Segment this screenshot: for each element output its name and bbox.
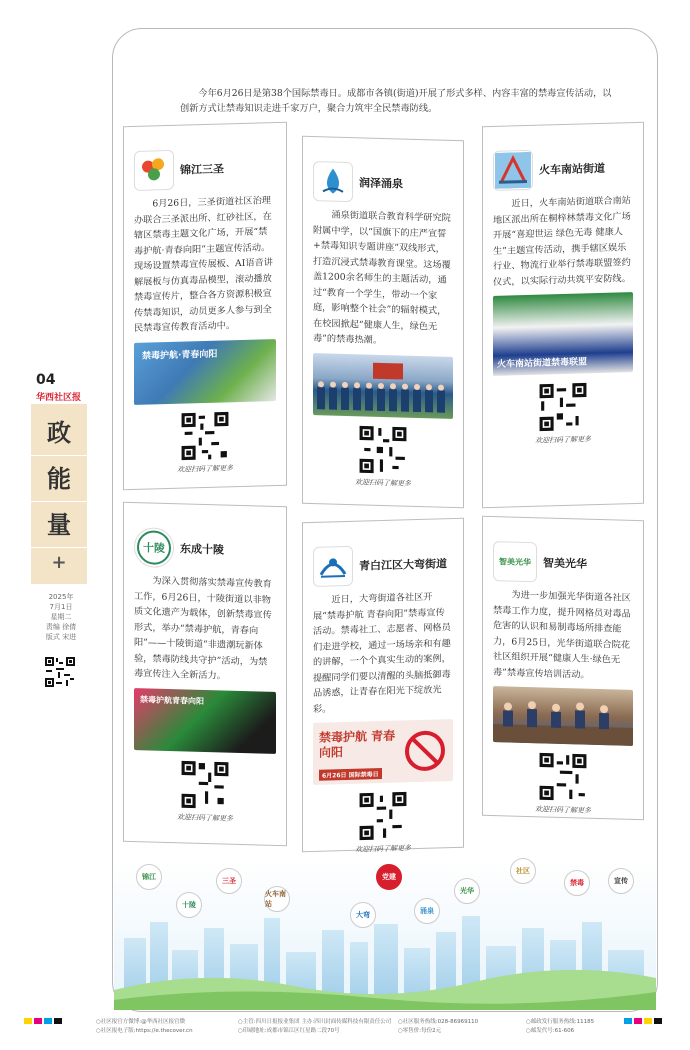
scan-hint: 欢迎扫码了解更多 [355,844,411,854]
footer-post-code: ○邮发代号:61-606 [526,1028,575,1034]
guanghua-logo-icon [493,541,537,582]
card-runze-yongquan [302,136,464,509]
community-logo: 社区 [510,858,536,884]
card-body: 近日，大弯街道各社区开展“禁毒护航 青春向阳”禁毒宣传活动。禁毒社工、志愿者、网格员们走进学校，通过一场场亲和有趣的讲解，一个个真实生动的案例，提醒同学们要以清醒的头脑抵御毒品诱惑，让青春在阳光下绽放光彩。 [313,591,451,715]
issue-date: 7月1日 [49,603,73,611]
community-logo: 大弯 [350,902,376,928]
community-logo: 光华 [454,878,480,904]
card-name: 火车南站街道 [539,161,605,177]
scan-hint: 欢迎扫码了解更多 [355,477,411,488]
scan-hint: 欢迎扫码了解更多 [177,463,233,474]
qr-code-icon[interactable] [180,759,230,810]
shiling-logo-icon [134,527,174,568]
footer-post-hotline: ○邮政发行服务热线:11185 [526,1019,595,1025]
event-photo [134,339,276,405]
intro-paragraph: 今年6月26日是第38个国际禁毒日。成都市各镇(街道)开展了形式多样、内容丰富的禁毒宣传活动，以创新方式让禁毒知识走进千家万户，聚合力筑牢全民禁毒防线。 [180,88,612,114]
photo-caption: 禁毒护航·青春向阳 [142,349,218,362]
qr-code-icon[interactable] [358,424,408,475]
community-logo: 十陵 [176,892,202,918]
nanzhan-logo-icon [493,150,533,191]
card-body: 近日，火车南站街道联合南站地区派出所在桐梓林禁毒文化广场开展“喜迎世运 绿色无毒 健康人生”主题宣传活动，携手辖区娱乐行业、物流行业举行禁毒联盟签约仪式，以实际行动共筑平安防线。 [493,195,631,288]
issue-layout: 版式 宋进 [45,633,77,641]
community-logo: 禁毒 [564,870,590,896]
skyline-illustration [114,858,656,1010]
footer-price: ○零售价:每份2元 [398,1028,442,1034]
photo-caption: 禁毒护航青春向阳 [140,694,204,706]
card-name: 青白江区大弯街道 [359,557,447,573]
sansheng-logo-icon [134,150,174,191]
card-huochenanzhan [482,122,644,509]
card-name: 润泽涌泉 [359,176,403,191]
qr-code-icon[interactable] [180,410,230,461]
card-name: 智美光华 [543,556,587,571]
qr-code-icon[interactable] [538,751,588,802]
issue-weekday: 星期二 [50,613,72,621]
card-name: 东成十陵 [180,542,224,557]
card-qingbaijiang-dawan [302,518,464,853]
card-body: 为深入贯彻落实禁毒宣传教育工作，6月26日，十陵街道以非物质文化遗产为载体，创新禁毒宣传形式，举办“禁毒护航，青春向阳”——十陵街道“非遗潮玩新体验，禁毒防线共守护”活动，为禁毒宣传注入全新活力。 [134,575,272,682]
dawan-logo-icon [313,546,353,587]
column-char: 能 [31,456,87,502]
guanghua-logo-text: 智美光华 [499,556,531,567]
community-logo: 宣传 [608,868,634,894]
footer-publisher: ○主管:四川日报报业集团 主办:四川封面传媒科技有限责任公司 [238,1019,392,1025]
event-photo [134,688,276,754]
column-char: 量 [31,502,87,548]
community-logo: 涌泉 [414,898,440,924]
community-logo: 党建 [376,864,402,890]
scan-hint: 欢迎扫码了解更多 [535,435,591,445]
issue-editor: 责编 徐倩 [45,623,77,631]
column-title [31,404,87,584]
community-logo: 三圣 [216,868,242,894]
section-name: 华西社区报 [36,393,82,403]
yongquan-logo-icon [313,161,353,202]
event-photo [313,719,453,785]
event-photo [493,686,633,746]
page-number-block [36,372,81,403]
card-name: 锦江三圣 [180,162,224,177]
photo-caption: 火车南站街道禁毒联盟 [497,357,588,370]
page-footer [0,1016,690,1050]
card-body: 为进一步加强光华街道各社区禁毒工作力度，提升网格员对毒品危害的认识和易制毒场所排查能力，6月25日，光华街道联合院花社区组织开展“健康人生·绿色无毒”禁毒宣传培训活动。 [493,589,631,681]
card-jinjiang-sansheng [123,122,287,491]
event-photo [493,292,633,376]
footer-print-address: ○印刷地址:成都市锦江区红星路二段70号 [238,1028,340,1034]
footer-epaper: ○社区报电子版:https://e.thecover.cn [96,1028,193,1034]
card-body: 涌泉街道联合教育科学研究院附属中学，以“国旗下的庄严宣誓+禁毒知识专题讲座”双线形式，打造沉浸式禁毒教育课堂。这场覆盖1200余名师生的主题活动，通过“教育一个学生，带动一个家庭，影响整个社会”的辐射模式，在校园掀起“健康人生，绿色无毒”的禁毒热潮。 [313,209,451,346]
qr-code-icon[interactable] [44,656,76,688]
qr-code-icon[interactable] [358,790,408,841]
photo-subcaption: 6月26日 国际禁毒日 [319,768,382,781]
no-drug-icon [403,725,447,776]
footer-hotline: ○社区服务热线:028-86969110 [398,1019,479,1025]
issue-meta [36,592,86,642]
qr-code-icon[interactable] [538,381,588,432]
card-body: 6月26日，三圣街道社区治理办联合三圣派出所、红砂社区，在辖区禁毒主题文化广场，开展“禁毒护航·青春向阳”主题宣传活动。现场设置禁毒宣传展板、AI语音讲解展板与仿真毒品模型，滚动播放禁毒宣传片，整合各方资源积极宣传禁毒知识，动员更多人参与到全民禁毒宣传教育活动中。 [134,195,273,334]
scan-hint: 欢迎扫码了解更多 [535,805,591,815]
card-zhimei-guanghua [482,516,644,821]
card-dongcheng-shiling [123,502,287,847]
community-logo: 火车南站 [264,886,290,912]
issue-year: 2025年 [48,593,74,601]
community-logo: 锦江 [136,864,162,890]
event-photo [313,353,453,419]
plus-icon: + [51,552,67,573]
scan-hint: 欢迎扫码了解更多 [177,812,233,823]
footer-weibo: ○社区报官方微博:@华西社区报官微 [96,1019,186,1025]
page-number: 04 [36,372,56,388]
photo-caption: 禁毒护航 青春向阳 [319,728,396,760]
column-char: 政 [31,410,87,456]
community-logos [114,858,656,1010]
svg-text:十陵: 十陵 [143,541,165,555]
